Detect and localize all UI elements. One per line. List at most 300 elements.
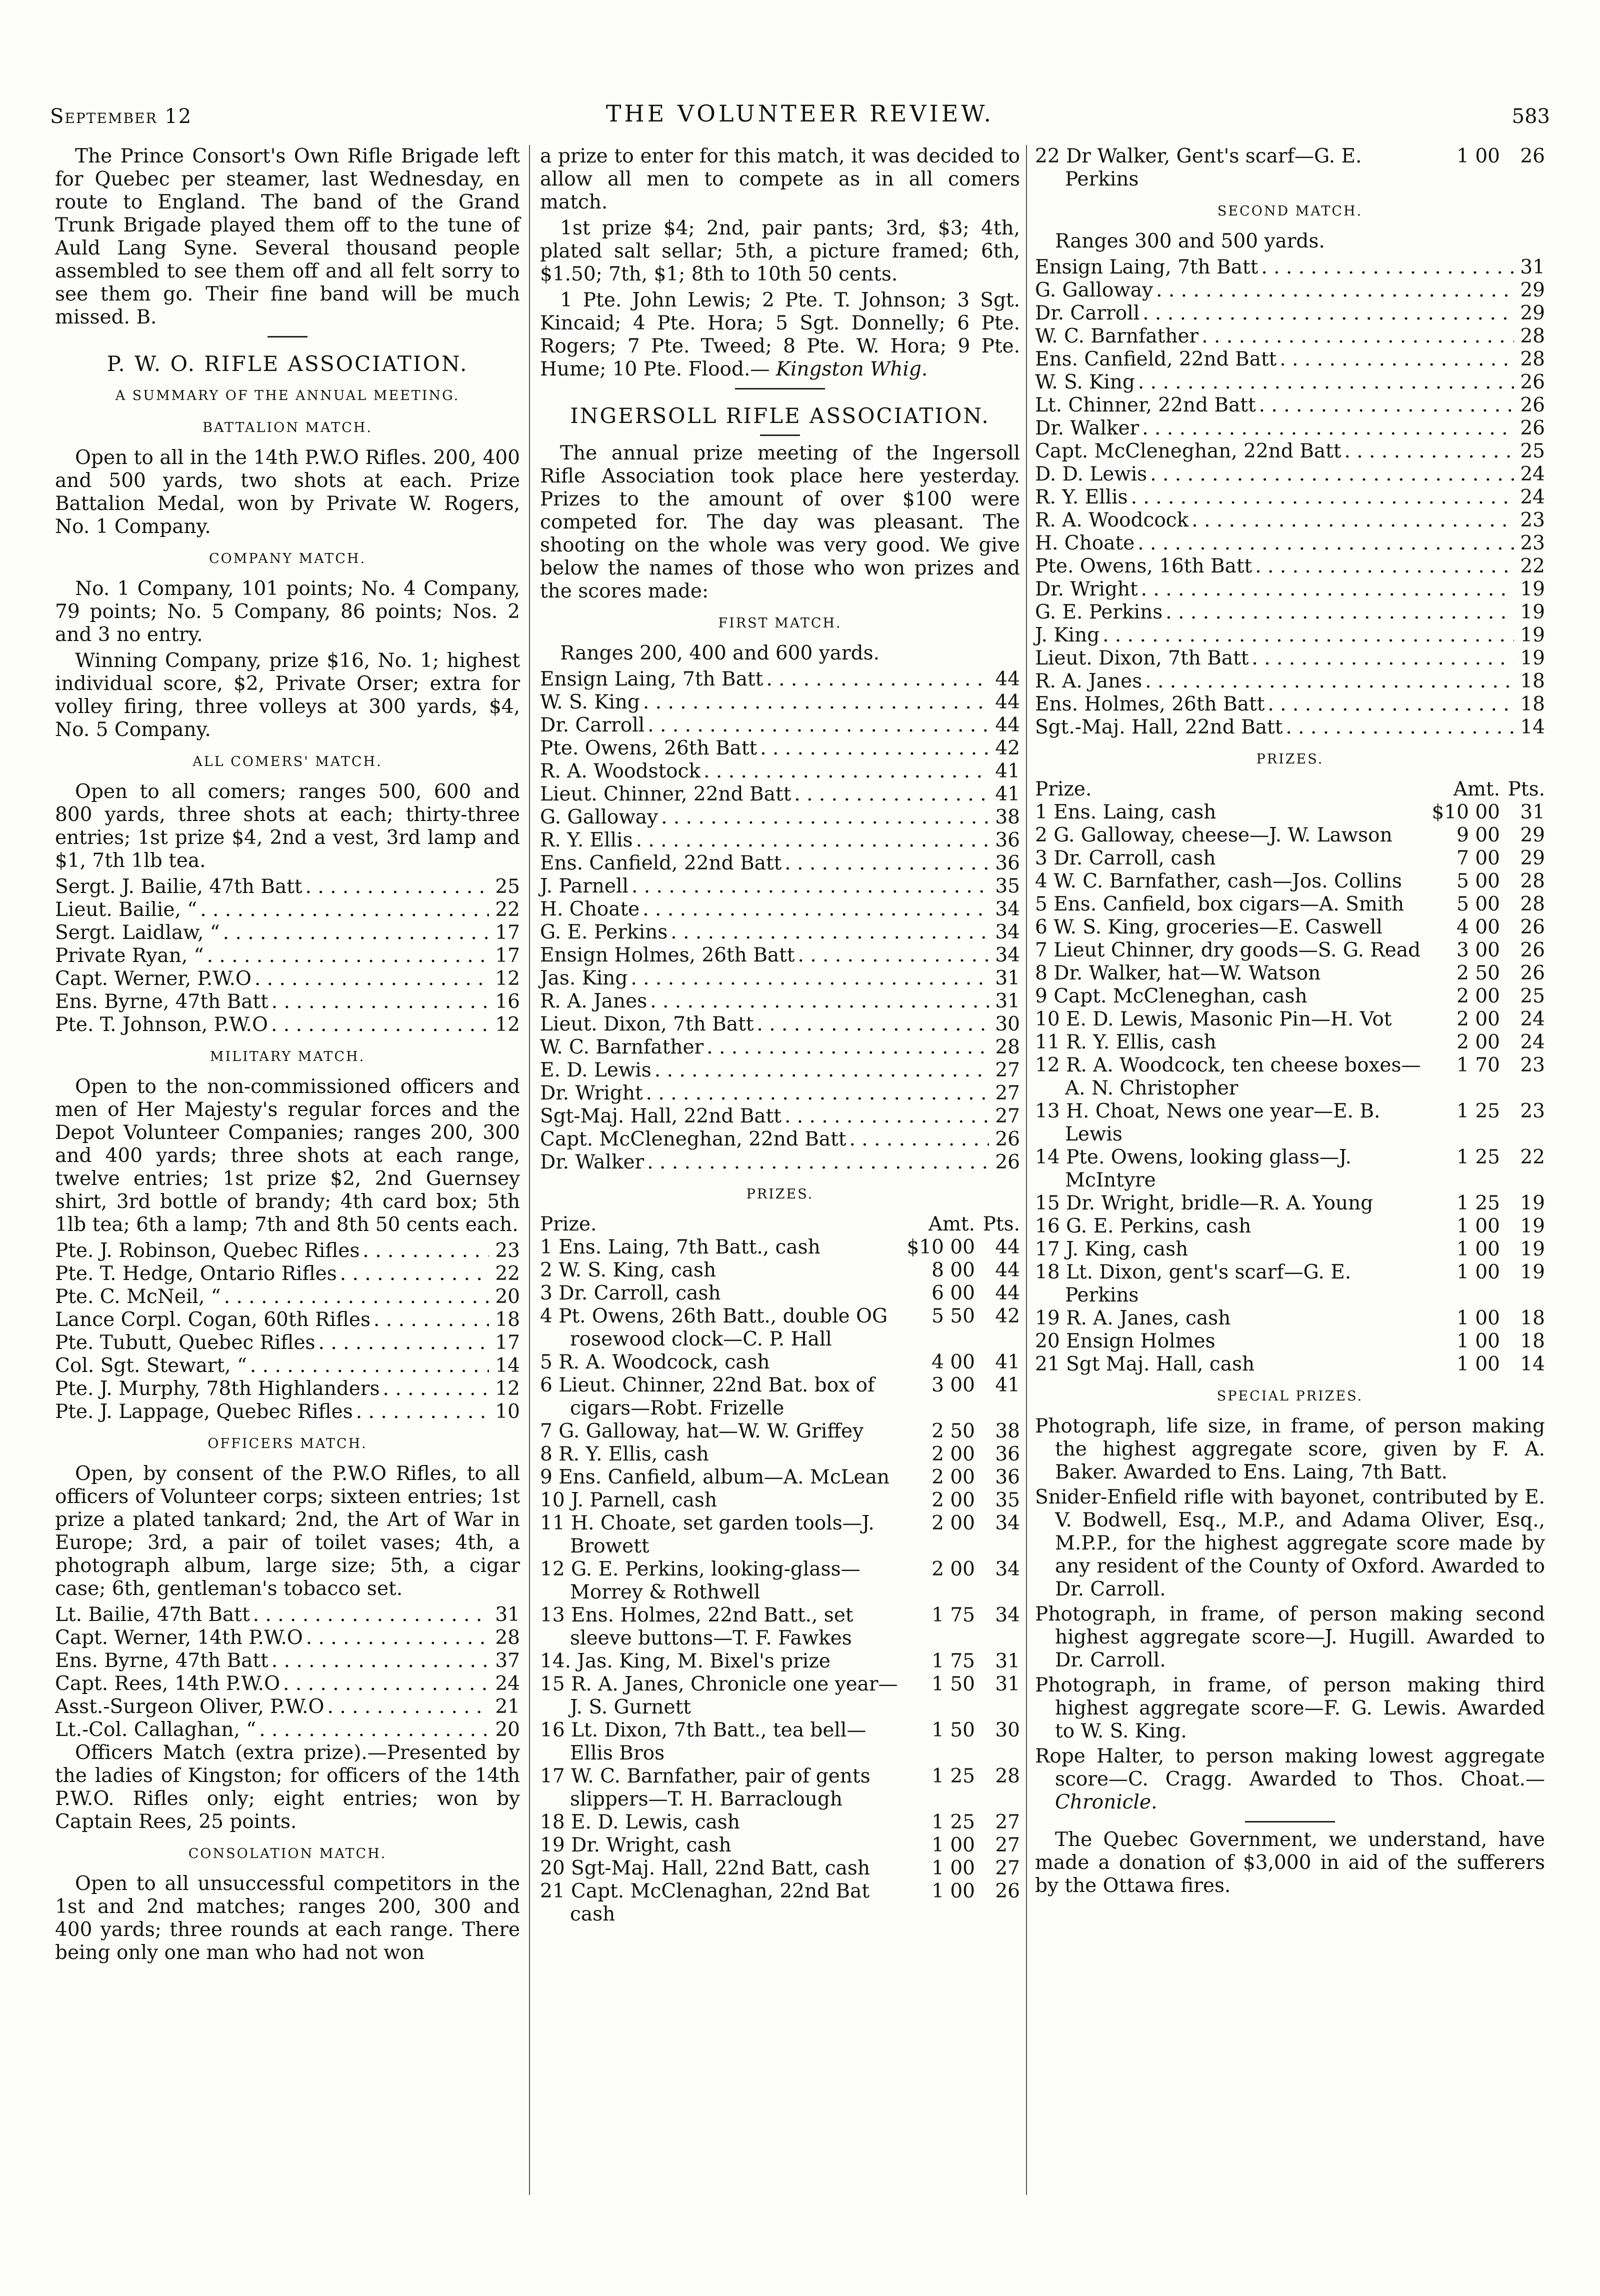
score-value: 22 <box>1520 555 1545 578</box>
score-name: Ens. Byrne, 47th Batt <box>55 990 268 1013</box>
col-amt: Amt. <box>1453 778 1500 800</box>
prize-amt: 3 00 <box>932 1374 975 1396</box>
prize-pts: 42 <box>995 1305 1020 1328</box>
prize-text: 4 W. C. Barnfather, cash—Jos. Collins <box>1035 870 1402 892</box>
score-value: 19 <box>1520 624 1545 646</box>
score-row <box>1035 670 1545 693</box>
score-row <box>55 1240 520 1262</box>
prize-pts: 26 <box>995 1880 1020 1902</box>
score-name: Dr. Wright <box>1035 578 1138 600</box>
prize-amt: 2 00 <box>1456 1031 1500 1054</box>
score-row <box>55 1262 520 1286</box>
prize-text: 14. Jas. King, M. Bixel's prize <box>540 1650 830 1672</box>
score-name: Capt. Werner, 14th P.W.O <box>55 1626 303 1649</box>
prize-row <box>540 1719 1020 1765</box>
prize-row <box>540 1512 1020 1558</box>
prize-amt: 1 00 <box>1456 1353 1500 1376</box>
prize-text: 21 Capt. McClenaghan, 22nd Bat cash <box>540 1880 870 1926</box>
score-row <box>55 898 520 922</box>
score-value: 17 <box>495 1332 520 1354</box>
score-row <box>540 760 1020 783</box>
score-name: G. Galloway <box>540 806 658 828</box>
prize-amt: 3 00 <box>1456 939 1500 962</box>
prize-text: 8 R. Y. Ellis, cash <box>540 1443 709 1466</box>
score-row <box>1035 693 1545 716</box>
prize-text: 5 Ens. Canfield, box cigars—A. Smith <box>1035 893 1404 916</box>
prize-row <box>540 1443 1020 1466</box>
prize-text: 6 W. S. King, groceries—E. Caswell <box>1035 916 1382 938</box>
score-value: 22 <box>495 1262 520 1285</box>
prize-row <box>1035 801 1545 824</box>
prize-amt: 8 00 <box>932 1259 975 1282</box>
prize-row <box>540 1374 1020 1420</box>
score-row <box>55 1650 520 1672</box>
col-amt: Amt. <box>928 1213 975 1236</box>
prize-text: 1 Ens. Laing, cash <box>1035 801 1216 824</box>
prize-pts: 29 <box>1520 847 1545 870</box>
prize-amt: 7 00 <box>1456 847 1500 870</box>
special-prize-rope <box>1035 1745 1545 1814</box>
prize-row <box>540 1236 1020 1259</box>
prize-text: 19 Dr. Wright, cash <box>540 1834 732 1856</box>
score-name: Sergt. J. Bailie, 47th Batt <box>55 876 302 898</box>
column-3 <box>1035 145 1545 1900</box>
score-value: 37 <box>495 1650 520 1672</box>
prize-row <box>1035 870 1545 893</box>
score-row <box>1035 440 1545 463</box>
prize-pts: 22 <box>1520 1146 1545 1168</box>
score-name: W. C. Barnfather <box>540 1036 704 1058</box>
prize-amt: 9 00 <box>1456 824 1500 846</box>
prize-row <box>540 1673 1020 1719</box>
prize-row <box>1035 1307 1545 1330</box>
score-row <box>540 668 1020 691</box>
score-value: 38 <box>995 806 1020 828</box>
score-row <box>1035 509 1545 532</box>
score-name: W. C. Barnfather <box>1035 325 1199 348</box>
score-row <box>540 898 1020 921</box>
score-name: Ensign Holmes, 26th Batt <box>540 944 795 966</box>
score-row <box>55 1696 520 1718</box>
score-name: G. Galloway <box>1035 279 1154 302</box>
score-value: 24 <box>1520 486 1545 508</box>
prize-amt: 5 00 <box>1456 893 1500 916</box>
prize-row <box>1035 962 1545 985</box>
score-name: W. S. King <box>540 691 640 714</box>
prize-text: 3 Dr. Carroll, cash <box>540 1282 721 1304</box>
prize-amt: 4 00 <box>1456 916 1500 938</box>
prize-pts: 26 <box>1520 939 1545 962</box>
second-prizes-list <box>1035 801 1545 1376</box>
prize-pts: 34 <box>995 1512 1020 1534</box>
score-name: Lieut. Bailie, “ <box>55 898 198 921</box>
score-row <box>1035 394 1545 417</box>
prize-text: 7 Lieut Chinner, dry goods—S. G. Read <box>1035 939 1421 962</box>
prize-row <box>1035 985 1545 1008</box>
score-name: Dr. Carroll <box>1035 302 1140 324</box>
prize-text: 15 Dr. Wright, bridle—R. A. Young <box>1035 1192 1374 1214</box>
prize-text: 10 E. D. Lewis, Masonic Pin—H. Vot <box>1035 1008 1392 1030</box>
score-name: R. A. Janes <box>540 990 648 1012</box>
annual-meeting-subtitle: A SUMMARY OF THE ANNUAL MEETING. <box>115 388 460 404</box>
score-name: Ens. Byrne, 47th Batt <box>55 1650 268 1672</box>
score-value: 25 <box>1520 440 1545 462</box>
pwo-association-title: P. W. O. RIFLE ASSOCIATION. <box>106 352 468 376</box>
score-value: 31 <box>1520 256 1545 278</box>
military-match-text: Open to the non-commissioned officers and men of Her Majesty's regular forces and the Depot Volunteer Companies; ranges 200, 300 and 400 yards; three shots at each range, twelve entries; 1st prize $2, 2nd Guernsey shirt, 3rd bottle of brandy; 4th card box; 5th 1lb tea; 6th a lamp; 7th and 8th 50 cents each. <box>55 1076 520 1236</box>
second-match-ranges: Ranges 300 and 500 yards. <box>1055 230 1325 252</box>
score-value: 31 <box>495 1604 520 1626</box>
prize-pts: 14 <box>1520 1353 1545 1376</box>
score-value: 26 <box>1520 417 1545 440</box>
prize-pts: 30 <box>995 1719 1020 1742</box>
score-value: 16 <box>495 990 520 1013</box>
prize-pts: 19 <box>1520 1238 1545 1260</box>
quebec-government-paragraph: The Quebec Government, we understand, have made a donation of $3,000 in aid of the sufferers by the Ottawa fires. <box>1035 1828 1545 1897</box>
score-value: 28 <box>995 1036 1020 1058</box>
score-row <box>540 737 1020 760</box>
prize-text: 18 E. D. Lewis, cash <box>540 1811 740 1834</box>
rope-source: Chronicle. <box>1055 1791 1158 1814</box>
prize-pts: 19 <box>1520 1192 1545 1214</box>
prize-text: 2 G. Galloway, cheese—J. W. Lawson <box>1035 824 1392 846</box>
prize-amt: 1 25 <box>1456 1100 1500 1122</box>
score-row <box>540 806 1020 829</box>
prize-amt: 1 70 <box>1456 1054 1500 1076</box>
prize-amt: 2 00 <box>932 1558 975 1580</box>
prize-row-continued <box>1035 145 1545 191</box>
score-row <box>55 1604 520 1626</box>
special-prize-2: Snider-Enfield rifle with bayonet, contributed by E. V. Bodwell, Esq., M.P., and Adama Oliver, Esq., M.P.P., for the highest aggregate score made by any resident of the County of Oxford. Awarded to Dr. Carroll. <box>1035 1486 1545 1600</box>
score-row <box>540 1059 1020 1082</box>
prize-amt: 2 00 <box>932 1489 975 1512</box>
prize-row <box>540 1282 1020 1305</box>
score-value: 44 <box>995 691 1020 714</box>
score-name: E. D. Lewis <box>540 1059 652 1082</box>
prize-text: 20 Sgt-Maj. Hall, 22nd Batt, cash <box>540 1857 870 1880</box>
score-row <box>540 944 1020 967</box>
score-value: 26 <box>1520 394 1545 416</box>
col-pts: Pts. <box>1508 778 1545 800</box>
score-row <box>1035 601 1545 624</box>
prize-pts: 28 <box>1520 870 1545 892</box>
prize-text: 22 Dr Walker, Gent's scarf—G. E. Perkins <box>1035 145 1362 190</box>
separator <box>735 388 825 390</box>
first-prizes-list <box>540 1236 1020 1926</box>
prize-pts: 44 <box>995 1236 1020 1258</box>
score-value: 19 <box>1520 601 1545 624</box>
rope-text: Rope Halter, to person making lowest aggregate score—C. Cragg. Awarded to Thos. Choat.— <box>1035 1745 1545 1790</box>
score-row <box>540 1105 1020 1128</box>
separator <box>760 434 800 436</box>
score-row <box>55 1014 520 1036</box>
prize-pts: 41 <box>995 1374 1020 1396</box>
prize-amt: 5 50 <box>932 1305 975 1328</box>
col-prize: Prize. <box>540 1213 597 1236</box>
prize-row <box>540 1834 1020 1857</box>
score-name: R. A. Janes <box>1035 670 1142 692</box>
prize-amt: 1 00 <box>1456 1238 1500 1260</box>
score-name: H. Choate <box>540 898 640 920</box>
score-row <box>540 1082 1020 1105</box>
prize-amt: 1 50 <box>932 1719 975 1742</box>
score-value: 12 <box>495 1014 520 1036</box>
score-row <box>540 1128 1020 1151</box>
score-value: 29 <box>1520 302 1545 324</box>
prize-amt: 2 00 <box>1456 985 1500 1008</box>
officers-scores <box>55 1604 520 1742</box>
score-name: Asst.-Surgeon Oliver, P.W.O <box>55 1696 324 1718</box>
prize-row <box>1035 1146 1545 1192</box>
score-row <box>540 1036 1020 1059</box>
score-value: 27 <box>995 1082 1020 1104</box>
score-value: 28 <box>1520 348 1545 370</box>
score-name: R. A. Woodcock <box>1035 509 1189 532</box>
score-value: 19 <box>1520 578 1545 600</box>
prize-row <box>540 1259 1020 1282</box>
score-name: Dr. Walker <box>1035 417 1140 440</box>
consolation-match-heading: CONSOLATION MATCH. <box>188 1846 387 1862</box>
prize-amt: 5 00 <box>1456 870 1500 892</box>
prize-row <box>540 1466 1020 1489</box>
prize-pts: 35 <box>995 1489 1020 1512</box>
prize-amt: 2 00 <box>932 1443 975 1466</box>
score-name: Dr. Wright <box>540 1082 643 1104</box>
prize-pts: 31 <box>995 1673 1020 1696</box>
score-row <box>1035 279 1545 302</box>
prize-pts: 18 <box>1520 1307 1545 1330</box>
score-name: Pte. T. Johnson, P.W.O <box>55 1014 268 1036</box>
score-name: Pte. Owens, 16th Batt <box>1035 555 1252 578</box>
prize-amt: 1 00 <box>932 1857 975 1880</box>
prize-text: 9 Capt. McCleneghan, cash <box>1035 985 1308 1008</box>
score-row <box>1035 486 1545 509</box>
score-value: 24 <box>1520 463 1545 486</box>
prize-pts: 18 <box>1520 1330 1545 1352</box>
prize-text: 12 G. E. Perkins, looking-glass—Morrey & Rothwell <box>540 1558 860 1604</box>
first-match-heading: FIRST MATCH. <box>718 616 842 631</box>
prize-row <box>1035 1031 1545 1054</box>
prize-row <box>1035 893 1545 916</box>
column-2 <box>540 145 1020 1926</box>
score-value: 27 <box>995 1059 1020 1082</box>
prize-text: 15 R. A. Janes, Chronicle one year—J. S. Gurnett <box>540 1673 898 1718</box>
prize-row <box>1035 1100 1545 1146</box>
prize-amt: 2 50 <box>932 1420 975 1442</box>
score-value: 20 <box>495 1286 520 1308</box>
score-name: H. Choate <box>1035 532 1135 554</box>
military-scores <box>55 1240 520 1424</box>
score-row <box>1035 578 1545 601</box>
prize-amt: $10 00 <box>906 1236 975 1258</box>
prize-text: 4 Pt. Owens, 26th Batt., double OG rosewood clock—C. P. Hall <box>540 1305 888 1350</box>
special-prize-4: Photograph, in frame, of person making third highest aggregate score—F. G. Lewis. Awarded to W. S. King. <box>1035 1674 1545 1742</box>
score-name: Ensign Laing, 7th Batt <box>540 668 764 690</box>
score-value: 36 <box>995 852 1020 874</box>
ingersoll-association-title: INGERSOLL RIFLE ASSOCIATION. <box>570 404 990 428</box>
prize-pts: 34 <box>995 1604 1020 1626</box>
prize-amt: 1 00 <box>1456 1261 1500 1284</box>
prize-row <box>540 1880 1020 1926</box>
score-row <box>55 1626 520 1650</box>
prize-pts: 26 <box>1520 145 1545 168</box>
prize-pts: 19 <box>1520 1215 1545 1238</box>
prize-row <box>1035 1353 1545 1376</box>
prize-text: 7 G. Galloway, hat—W. W. Griffey <box>540 1420 864 1442</box>
score-name: Capt. McCleneghan, 22nd Batt <box>540 1128 846 1150</box>
prize-row <box>1035 1261 1545 1307</box>
consolation-winners <box>540 289 1020 381</box>
col-pts: Pts. <box>982 1213 1020 1236</box>
score-row <box>540 1151 1020 1174</box>
prize-pts: 23 <box>1520 1100 1545 1122</box>
score-value: 34 <box>995 898 1020 920</box>
prize-pts: 38 <box>995 1420 1020 1442</box>
score-row <box>55 944 520 968</box>
score-value: 14 <box>495 1354 520 1377</box>
prize-row <box>1035 1054 1545 1100</box>
all-comers-heading: ALL COMERS' MATCH. <box>192 754 382 770</box>
prize-row <box>540 1351 1020 1374</box>
prize-row <box>1035 1215 1545 1238</box>
prize-text: 17 J. King, cash <box>1035 1238 1188 1260</box>
score-value: 18 <box>495 1308 520 1331</box>
prize-pts: 31 <box>1520 801 1545 824</box>
column-rule-1 <box>529 145 530 2195</box>
prize-pts: 41 <box>995 1351 1020 1374</box>
score-row <box>1035 555 1545 578</box>
score-value: 25 <box>495 876 520 898</box>
score-value: 21 <box>495 1696 520 1718</box>
header-title: THE VOLUNTEER REVIEW. <box>606 100 994 127</box>
prize-pts: 26 <box>1520 962 1545 984</box>
battalion-match-text: Open to all in the 14th P.W.O Rifles. 200, 400 and 500 yards, two shots at each. Prize Battalion Medal, won by Private W. Rogers, No. 1 Company. <box>55 446 520 538</box>
prize-text: 19 R. A. Janes, cash <box>1035 1307 1231 1330</box>
score-name: R. Y. Ellis <box>1035 486 1128 508</box>
prize-amt: 2 00 <box>1456 1008 1500 1030</box>
second-match-heading: SECOND MATCH. <box>1217 204 1363 219</box>
score-row <box>55 1354 520 1378</box>
first-match-scores <box>540 668 1020 1174</box>
score-name: Pte. C. McNeil, “ <box>55 1286 221 1308</box>
score-value: 36 <box>995 829 1020 852</box>
military-match-heading: MILITARY MATCH. <box>210 1049 366 1064</box>
prize-text: 1 Ens. Laing, 7th Batt., cash <box>540 1236 820 1258</box>
score-value: 34 <box>995 921 1020 944</box>
prize-amt: 1 25 <box>1456 1146 1500 1168</box>
prizes-column-header <box>1035 778 1545 801</box>
score-row <box>540 714 1020 737</box>
special-prize-3: Photograph, in frame, of person making second highest aggregate score—J. Hugill. Awarded to Dr. Carroll. <box>1035 1603 1545 1672</box>
score-name: Capt. Rees, 14th P.W.O <box>55 1672 280 1695</box>
score-name: Pte. Tubutt, Quebec Rifles <box>55 1332 316 1354</box>
score-name: J. Parnell <box>540 875 628 898</box>
score-row <box>55 922 520 944</box>
second-prizes-heading: PRIZES. <box>1256 752 1324 767</box>
consolation-match-text: Open to all unsuccessful competitors in the 1st and 2nd matches; ranges 200, 300 and 400 yards; three rounds at each range. There being only one man who had not won <box>55 1872 520 1964</box>
prize-row <box>540 1765 1020 1811</box>
battalion-match-heading: BATTALION MATCH. <box>202 420 372 436</box>
prize-row <box>540 1811 1020 1834</box>
consolation-continued: a prize to enter for this match, it was decided to allow all men to compete as in all comers match. <box>540 145 1020 214</box>
prize-text: 16 G. E. Perkins, cash <box>1035 1215 1252 1238</box>
score-name: Private Ryan, “ <box>55 944 204 967</box>
prize-amt: 1 00 <box>1456 1215 1500 1238</box>
prize-amt: $10 00 <box>1432 801 1500 824</box>
prize-row <box>1035 1238 1545 1261</box>
score-name: Sgt.-Maj. Hall, 22nd Batt <box>1035 716 1283 738</box>
score-name: Dr. Walker <box>540 1151 644 1174</box>
prize-row <box>1035 916 1545 939</box>
score-row <box>55 876 520 898</box>
score-row <box>1035 624 1545 647</box>
score-name: Capt. McCleneghan, 22nd Batt <box>1035 440 1342 462</box>
score-row <box>55 1332 520 1354</box>
score-row <box>1035 532 1545 555</box>
score-row <box>540 990 1020 1013</box>
score-row <box>540 1013 1020 1036</box>
score-row <box>55 1378 520 1400</box>
prince-consort-paragraph: The Prince Consort's Own Rifle Brigade left for Quebec per steamer, last Wednesday, en route to England. The band of the Grand Trunk Brigade played them off to the tune of Auld Lang Syne. Several thousand people assembled to see them off and all felt sorry to see them go. Their fine band will be much missed. B. <box>55 145 520 328</box>
prize-amt: 1 00 <box>932 1880 975 1902</box>
consolation-prizes: 1st prize $4; 2nd, pair pants; 3rd, $3; 4th, plated salt sellar; 5th, a picture framed; 6th, $1.50; 7th, $1; 8th to 10th 50 cents. <box>540 217 1020 286</box>
score-name: Pte. Owens, 26th Batt <box>540 737 758 760</box>
score-value: 31 <box>995 990 1020 1012</box>
page-header <box>50 100 1550 140</box>
prize-amt: 6 00 <box>932 1282 975 1304</box>
prize-amt: 1 00 <box>1456 145 1500 168</box>
score-value: 12 <box>495 1378 520 1400</box>
score-value: 34 <box>995 944 1020 966</box>
score-value: 10 <box>495 1400 520 1423</box>
col-prize: Prize. <box>1035 778 1092 800</box>
score-name: Ens. Holmes, 26th Batt <box>1035 693 1265 716</box>
prize-text: 11 R. Y. Ellis, cash <box>1035 1031 1216 1054</box>
score-row <box>1035 417 1545 440</box>
prize-pts: 36 <box>995 1466 1020 1488</box>
score-name: Ensign Laing, 7th Batt <box>1035 256 1258 278</box>
score-value: 26 <box>995 1151 1020 1174</box>
score-name: Lt. Chinner, 22nd Batt <box>1035 394 1256 416</box>
separator <box>1245 1821 1335 1822</box>
score-value: 18 <box>1520 670 1545 692</box>
prize-text: 5 R. A. Woodcock, cash <box>540 1351 770 1374</box>
prize-pts: 27 <box>995 1857 1020 1880</box>
score-value: 28 <box>1520 325 1545 348</box>
company-match-heading: COMPANY MATCH. <box>208 551 366 566</box>
prize-text: 2 W. S. King, cash <box>540 1259 716 1282</box>
score-value: 35 <box>995 875 1020 898</box>
score-row <box>540 783 1020 806</box>
score-row <box>1035 302 1545 325</box>
prize-pts: 27 <box>995 1834 1020 1856</box>
prize-pts: 28 <box>1520 893 1545 916</box>
score-value: 17 <box>495 922 520 944</box>
second-match-scores <box>1035 256 1545 739</box>
score-value: 26 <box>995 1128 1020 1150</box>
prize-text: 11 H. Choate, set garden tools—J. Browett <box>540 1512 874 1558</box>
score-name: Pte. T. Hedge, Ontario Rifles <box>55 1262 337 1285</box>
prize-text: 21 Sgt Maj. Hall, cash <box>1035 1353 1255 1376</box>
prize-amt: 1 75 <box>932 1604 975 1626</box>
score-name: Dr. Carroll <box>540 714 645 736</box>
column-1 <box>55 145 520 1968</box>
prize-text: 10 J. Parnell, cash <box>540 1489 717 1512</box>
score-name: Pte. J. Robinson, Quebec Rifles <box>55 1240 360 1262</box>
winners-source: Kingston Whig. <box>776 358 928 380</box>
winners-list: 1 Pte. John Lewis; 2 Pte. T. Johnson; 3 Sgt. Kincaid; 4 Pte. Hora; 5 Sgt. Donnelly; 6 Pte. Rogers; 7 Pte. Tweed; 8 Pte. W. Hora; 9 Pte. Hume; 10 Pte. Flood.— <box>540 289 1020 380</box>
prize-pts: 44 <box>995 1259 1020 1282</box>
